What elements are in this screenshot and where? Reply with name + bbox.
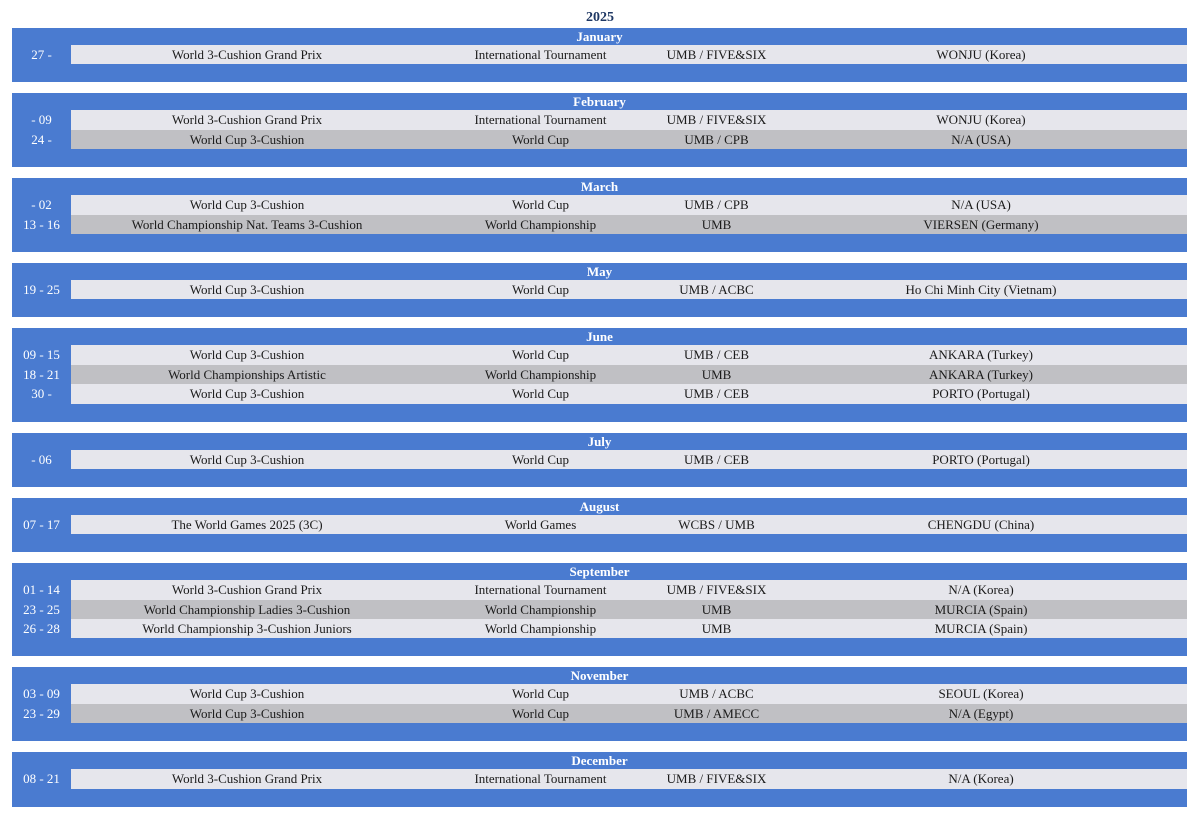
event-details bbox=[71, 345, 1187, 364]
event-name: World Cup 3-Cushion bbox=[189, 281, 305, 297]
event-name: World Cup 3-Cushion bbox=[189, 705, 305, 721]
month-section bbox=[12, 328, 1187, 421]
event-date: 23 - 25 bbox=[23, 601, 60, 617]
event-row bbox=[12, 619, 1187, 638]
event-location: N/A (Egypt) bbox=[948, 705, 1014, 721]
event-type: World Cup bbox=[511, 197, 570, 213]
event-row bbox=[12, 130, 1187, 149]
event-organizer: UMB / FIVE&SIX bbox=[666, 582, 767, 598]
event-row bbox=[12, 580, 1187, 599]
event-location: N/A (USA) bbox=[951, 131, 1011, 147]
month-title: May bbox=[586, 263, 613, 279]
event-date: 07 - 17 bbox=[23, 516, 60, 532]
event-name: World Cup 3-Cushion bbox=[189, 347, 305, 363]
month-title: August bbox=[579, 498, 620, 514]
event-row bbox=[12, 45, 1187, 64]
event-row bbox=[12, 110, 1187, 129]
event-location: ANKARA (Turkey) bbox=[929, 347, 1033, 363]
event-type: World Championship bbox=[484, 216, 597, 232]
event-date: 13 - 16 bbox=[23, 216, 60, 232]
event-type: World Cup bbox=[511, 705, 570, 721]
event-name: World Championship Ladies 3-Cushion bbox=[143, 601, 351, 617]
event-date: 23 - 29 bbox=[23, 705, 60, 721]
event-date: 30 - bbox=[31, 386, 52, 402]
event-details bbox=[71, 195, 1187, 214]
event-location: WONJU (Korea) bbox=[936, 112, 1026, 128]
event-date: - 09 bbox=[31, 112, 52, 128]
event-name: World Cup 3-Cushion bbox=[189, 451, 305, 467]
event-row bbox=[12, 684, 1187, 703]
event-details bbox=[71, 600, 1187, 619]
event-details bbox=[71, 619, 1187, 638]
event-details bbox=[71, 280, 1187, 299]
event-organizer: UMB / FIVE&SIX bbox=[666, 47, 767, 62]
event-type: World Championship bbox=[484, 621, 597, 637]
month-section bbox=[12, 93, 1187, 167]
event-details bbox=[71, 704, 1187, 723]
event-organizer: UMB / CPB bbox=[684, 131, 749, 147]
event-organizer: UMB / ACBC bbox=[679, 686, 754, 702]
event-date: - 02 bbox=[31, 197, 52, 213]
month-title: September bbox=[569, 564, 630, 580]
event-row bbox=[12, 215, 1187, 234]
event-row bbox=[12, 450, 1187, 469]
event-organizer: UMB / CEB bbox=[683, 386, 749, 402]
month-title: July bbox=[587, 433, 612, 449]
event-date: 19 - 25 bbox=[23, 281, 60, 297]
event-row bbox=[12, 600, 1187, 619]
event-type: International Tournament bbox=[474, 582, 607, 598]
event-date: 18 - 21 bbox=[23, 366, 60, 382]
event-type: World Cup bbox=[511, 347, 570, 363]
event-name: World 3-Cushion Grand Prix bbox=[171, 582, 323, 598]
month-section bbox=[12, 563, 1187, 656]
event-row bbox=[12, 280, 1187, 299]
month-section bbox=[12, 433, 1187, 487]
event-location: VIERSEN (Germany) bbox=[923, 216, 1039, 232]
event-type: World Cup bbox=[511, 686, 570, 702]
event-name: World Cup 3-Cushion bbox=[189, 131, 305, 147]
event-type: World Cup bbox=[511, 281, 570, 297]
event-location: N/A (USA) bbox=[951, 197, 1011, 213]
event-details bbox=[71, 769, 1187, 788]
event-organizer: UMB bbox=[701, 216, 732, 232]
event-organizer: UMB / FIVE&SIX bbox=[666, 112, 767, 128]
event-type: World Games bbox=[504, 516, 577, 532]
event-row bbox=[12, 384, 1187, 403]
event-date: 01 - 14 bbox=[23, 582, 60, 598]
event-location: MURCIA (Spain) bbox=[934, 621, 1028, 637]
event-location: MURCIA (Spain) bbox=[934, 601, 1028, 617]
month-section bbox=[12, 498, 1187, 552]
month-title: March bbox=[580, 179, 619, 195]
event-organizer: UMB / FIVE&SIX bbox=[666, 771, 767, 787]
event-organizer: UMB / AMECC bbox=[673, 705, 760, 721]
month-title: June bbox=[586, 329, 613, 345]
event-location: PORTO (Portugal) bbox=[932, 451, 1030, 467]
event-name: World Cup 3-Cushion bbox=[189, 386, 305, 402]
event-row bbox=[12, 769, 1187, 788]
event-organizer: UMB / CPB bbox=[684, 197, 749, 213]
event-row bbox=[12, 704, 1187, 723]
event-details bbox=[71, 515, 1187, 534]
month-title: December bbox=[571, 753, 628, 769]
event-details bbox=[71, 130, 1187, 149]
event-type: International Tournament bbox=[474, 47, 607, 62]
event-type: International Tournament bbox=[474, 112, 607, 128]
month-section bbox=[12, 667, 1187, 741]
event-location: CHENGDU (China) bbox=[927, 516, 1035, 532]
event-organizer: UMB / ACBC bbox=[679, 281, 754, 297]
event-location: WONJU (Korea) bbox=[936, 47, 1026, 62]
event-location: PORTO (Portugal) bbox=[932, 386, 1030, 402]
event-date: 26 - 28 bbox=[23, 621, 60, 637]
event-name: The World Games 2025 (3C) bbox=[171, 516, 323, 532]
event-location: SEOUL (Korea) bbox=[938, 686, 1024, 702]
month-title: January bbox=[576, 29, 623, 44]
event-name: World Championships Artistic bbox=[168, 366, 326, 382]
event-date: 08 - 21 bbox=[23, 771, 60, 787]
event-details bbox=[71, 684, 1187, 703]
event-details bbox=[71, 450, 1187, 469]
event-row bbox=[12, 195, 1187, 214]
event-details bbox=[71, 215, 1187, 234]
event-name: World Cup 3-Cushion bbox=[189, 197, 305, 213]
event-details bbox=[71, 110, 1187, 129]
event-name: World Championship 3-Cushion Juniors bbox=[142, 621, 352, 637]
event-type: World Championship bbox=[484, 366, 597, 382]
event-location: ANKARA (Turkey) bbox=[929, 366, 1033, 382]
event-type: International Tournament bbox=[474, 771, 607, 787]
event-details bbox=[71, 45, 1187, 64]
event-name: World 3-Cushion Grand Prix bbox=[171, 112, 323, 128]
event-date: 09 - 15 bbox=[23, 347, 60, 363]
event-details bbox=[71, 384, 1187, 403]
event-row bbox=[12, 515, 1187, 534]
month-section bbox=[12, 263, 1187, 317]
month-title: November bbox=[570, 668, 629, 684]
month-section bbox=[12, 28, 1187, 82]
event-organizer: UMB / CEB bbox=[683, 347, 749, 363]
event-date: 27 - bbox=[31, 47, 52, 62]
event-details bbox=[71, 580, 1187, 599]
event-date: 03 - 09 bbox=[23, 686, 60, 702]
page-title: 2025 bbox=[586, 10, 614, 25]
event-location: Ho Chi Minh City (Vietnam) bbox=[905, 281, 1057, 297]
event-location: N/A (Korea) bbox=[948, 582, 1014, 598]
event-date: 24 - bbox=[31, 131, 52, 147]
event-organizer: UMB / CEB bbox=[683, 451, 749, 467]
event-name: World Championship Nat. Teams 3-Cushion bbox=[131, 216, 363, 232]
event-details bbox=[71, 365, 1187, 384]
month-section bbox=[12, 178, 1187, 252]
event-type: World Cup bbox=[511, 131, 570, 147]
event-date: - 06 bbox=[31, 451, 52, 467]
event-organizer: UMB bbox=[701, 601, 732, 617]
month-title: February bbox=[573, 94, 626, 110]
event-name: World Cup 3-Cushion bbox=[189, 686, 305, 702]
event-organizer: WCBS / UMB bbox=[678, 516, 755, 532]
event-name: World 3-Cushion Grand Prix bbox=[171, 771, 323, 787]
event-type: World Cup bbox=[511, 451, 570, 467]
event-row bbox=[12, 345, 1187, 364]
event-organizer: UMB bbox=[701, 621, 732, 637]
event-type: World Championship bbox=[484, 601, 597, 617]
event-row bbox=[12, 365, 1187, 384]
event-organizer: UMB bbox=[701, 366, 732, 382]
event-location: N/A (Korea) bbox=[948, 771, 1014, 787]
event-name: World 3-Cushion Grand Prix bbox=[171, 47, 323, 62]
month-section bbox=[12, 752, 1187, 806]
event-type: World Cup bbox=[511, 386, 570, 402]
calendar-list bbox=[12, 28, 1187, 818]
